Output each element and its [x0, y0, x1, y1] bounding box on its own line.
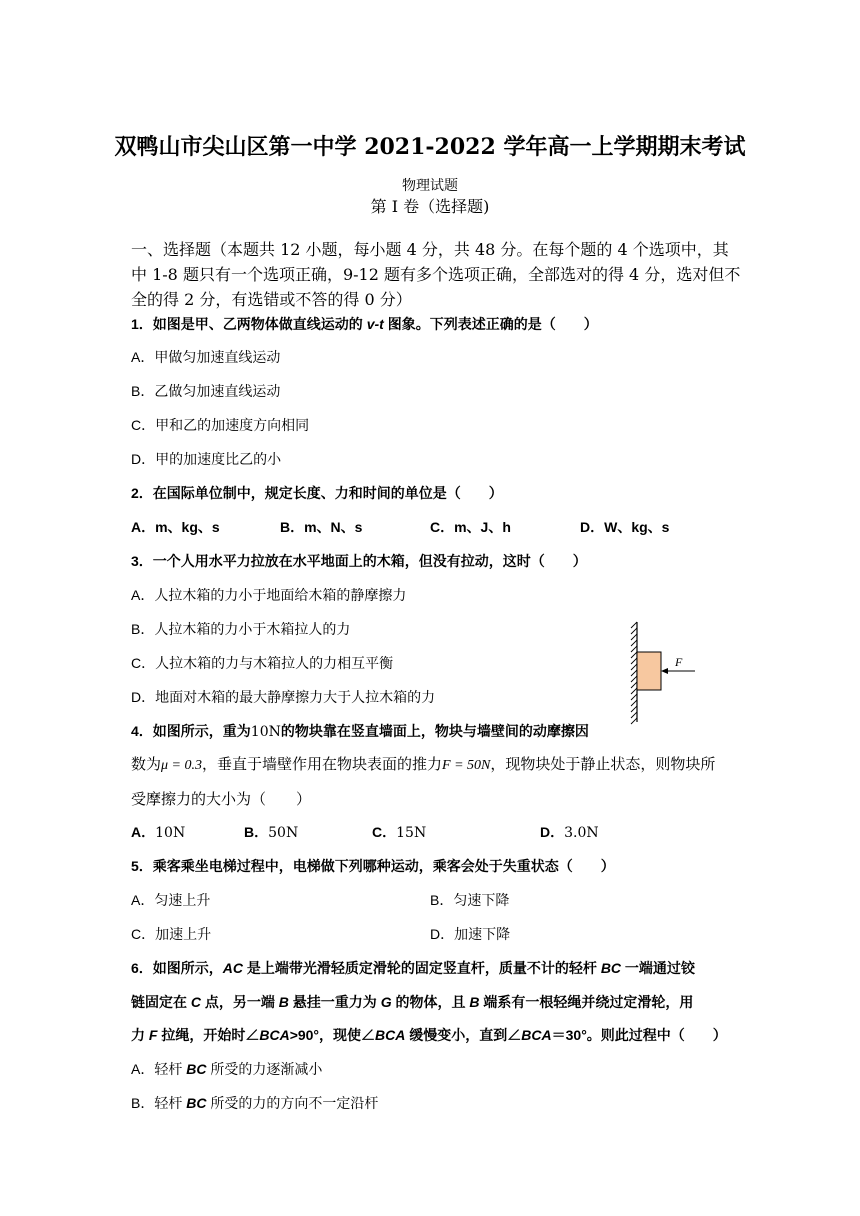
question-5-option-a: A．匀速上升 [131, 892, 211, 908]
question-3-stem: 3．一个人用水平力拉放在水平地面上的木箱，但没有拉动，这时（ ） [131, 553, 587, 569]
question-3-option-c: C．人拉木箱的力与木箱拉人的力相互平衡 [131, 655, 394, 671]
exam-subject: 物理试题 [402, 178, 458, 194]
question-6-line-1: 6．如图所示，AC 是上端带光滑轻质定滑轮的固定竖直杆，质量不计的轻杆 BC 一端通过铰 [131, 960, 695, 976]
question-4-option-b: B．50N [244, 824, 299, 841]
question-5-stem: 5．乘客乘坐电梯过程中，电梯做下列哪种运动，乘客会处于失重状态（ ） [131, 858, 615, 874]
question-4-option-a: A．10N [131, 824, 186, 841]
question-2-option-a: A．m、kg、s [131, 519, 220, 535]
question-3-option-a: A．人拉木箱的力小于地面给木箱的静摩擦力 [131, 587, 407, 603]
exam-title: 双鸭山市尖山区第一中学 2021-2022 学年高一上学期期末考试 [114, 134, 746, 160]
block-wall-figure [625, 620, 705, 729]
question-4-option-c: C．15N [372, 824, 427, 841]
question-1-option-b: B．乙做匀加速直线运动 [131, 383, 281, 399]
question-1-stem: 1．如图是甲、乙两物体做直线运动的 v-t 图象。下列表述正确的是（ ） [131, 316, 598, 332]
question-2-option-b: B．m、N、s [280, 519, 363, 535]
question-2-option-d: D．W、kg、s [580, 519, 670, 535]
question-4-line-3: 受摩擦力的大小为（ ） [131, 791, 312, 808]
question-1-option-d: D．甲的加速度比乙的小 [131, 451, 282, 467]
question-4-line-1: 4．如图所示，重为10N的物块靠在竖直墙面上，物块与墙壁间的动摩擦因 [131, 723, 589, 740]
question-1-option-c: C．甲和乙的加速度方向相同 [131, 417, 310, 433]
question-6-option-a: A．轻杆 BC 所受的力逐渐减小 [131, 1061, 323, 1077]
block-wall-diagram [625, 620, 705, 725]
question-6-line-2: 链固定在 C 点，另一端 B 悬挂一重力为 G 的物体，且 B 端系有一根轻绳并绕过定滑轮，用 [131, 994, 694, 1010]
question-3-option-b: B．人拉木箱的力小于木箱拉人的力 [131, 621, 351, 637]
question-2-option-c: C．m、J、h [430, 519, 511, 535]
question-4-option-d: D．3.0N [540, 824, 599, 841]
question-3-option-d: D．地面对木箱的最大静摩擦力大于人拉木箱的力 [131, 689, 436, 705]
section-instructions: 一、选择题（本题共 12 小题，每小题 4 分，共 48 分。在每个题的 4 个选项中，其中 1-8 题只有一个选项正确，9-12 题有多个选项正确，全部选对的得 4 分，选对但不全的得 2 分，有选错或不答的得 0 分） [131, 240, 741, 309]
volume-heading: 第 I 卷（选择题) [370, 197, 490, 216]
question-5-option-b: B．匀速下降 [430, 892, 510, 908]
force-label: F [675, 655, 683, 669]
question-2-stem: 2．在国际单位制中，规定长度、力和时间的单位是（ ） [131, 485, 503, 501]
question-5-option-d: D．加速下降 [430, 926, 511, 942]
question-1-option-a: A．甲做匀加速直线运动 [131, 349, 281, 365]
question-6-line-3: 力 F 拉绳，开始时∠BCA>90°，现使∠BCA 缓慢变小，直到∠BCA＝30°。则此过程中（ ） [131, 1027, 727, 1043]
question-4-line-2: 数为μ = 0.3，垂直于墙壁作用在物块表面的推力F = 50N，现物块处于静止状态，则物块所 [131, 756, 716, 773]
question-6-option-b: B．轻杆 BC 所受的力的方向不一定沿杆 [131, 1095, 379, 1111]
question-5-option-c: C．加速上升 [131, 926, 212, 942]
